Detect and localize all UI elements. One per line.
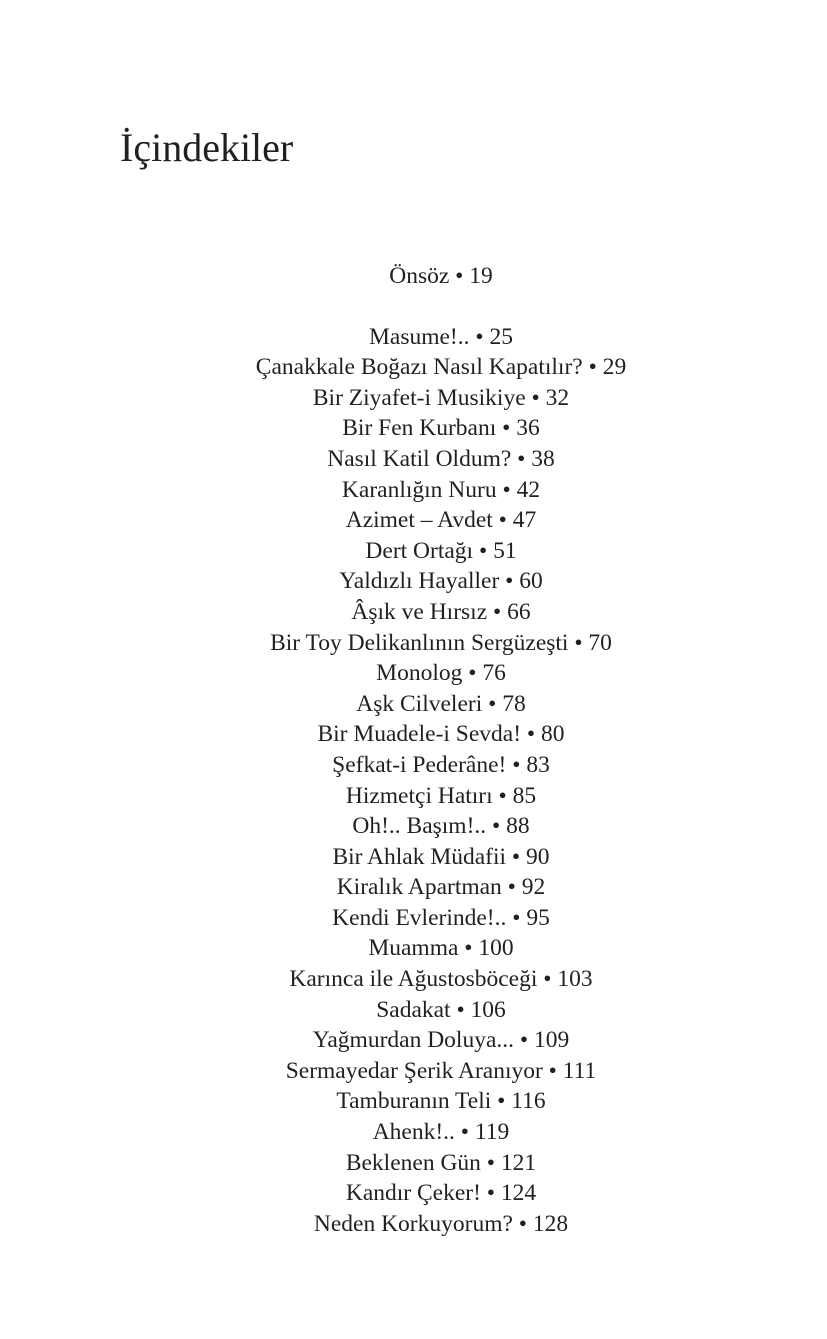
toc-entry: Şefkat-i Pederâne! • 83	[332, 751, 550, 778]
toc-entry: Bir Ahlak Müdafii • 90	[332, 843, 550, 870]
toc-entry: Yaldızlı Hayaller • 60	[339, 568, 543, 595]
toc-entry: Çanakkale Boğazı Nasıl Kapatılır? • 29	[255, 354, 627, 381]
toc-entry: Kiralık Apartman • 92	[336, 874, 546, 901]
toc-entry: Karanlığın Nuru • 42	[341, 476, 541, 503]
toc-entry: Beklenen Gün • 121	[345, 1149, 537, 1176]
toc-entry: Yağmurdan Doluya... • 109	[312, 1027, 570, 1054]
toc-entry: Bir Ziyafet-i Musikiye • 32	[312, 384, 570, 411]
toc-entry-preface: Önsöz • 19	[389, 263, 493, 289]
toc-entry: Masume!.. • 25	[369, 323, 513, 350]
toc-entry: Bir Toy Delikanlının Sergüzeşti • 70	[270, 629, 612, 656]
toc-entry: Monolog • 76	[376, 660, 506, 687]
toc-entry: Kendi Evlerinde!.. • 95	[332, 904, 550, 931]
toc-entry: Karınca ile Ağustosböceği • 103	[289, 966, 593, 993]
page-title: İçindekiler	[120, 125, 294, 170]
toc-entry: Ahenk!.. • 119	[372, 1119, 510, 1146]
toc-entry: Neden Korkuyorum? • 128	[313, 1210, 569, 1237]
toc-entry: Sermayedar Şerik Aranıyor • 111	[285, 1057, 597, 1084]
toc-entry: Bir Muadele-i Sevda! • 80	[317, 721, 565, 748]
toc-entry: Oh!.. Başım!.. • 88	[352, 813, 530, 840]
toc-entry: Bir Fen Kurbanı • 36	[342, 415, 540, 442]
toc-entry: Hizmetçi Hatırı • 85	[345, 782, 537, 809]
toc-entry: Âşık ve Hırsız • 66	[351, 598, 531, 625]
toc-entry: Dert Ortağı • 51	[365, 537, 517, 564]
toc-entry: Kandır Çeker! • 124	[345, 1180, 537, 1207]
toc-entry: Sadakat • 106	[376, 996, 506, 1023]
toc-entry: Azimet – Avdet • 47	[345, 507, 537, 534]
toc-entry: Aşk Cilveleri • 78	[356, 690, 526, 717]
toc-entry: Muamma • 100	[368, 935, 514, 962]
toc-entry: Nasıl Katil Oldum? • 38	[327, 445, 555, 472]
toc-entry: Tamburanın Teli • 116	[336, 1088, 546, 1115]
table-of-contents	[0, 261, 827, 1239]
